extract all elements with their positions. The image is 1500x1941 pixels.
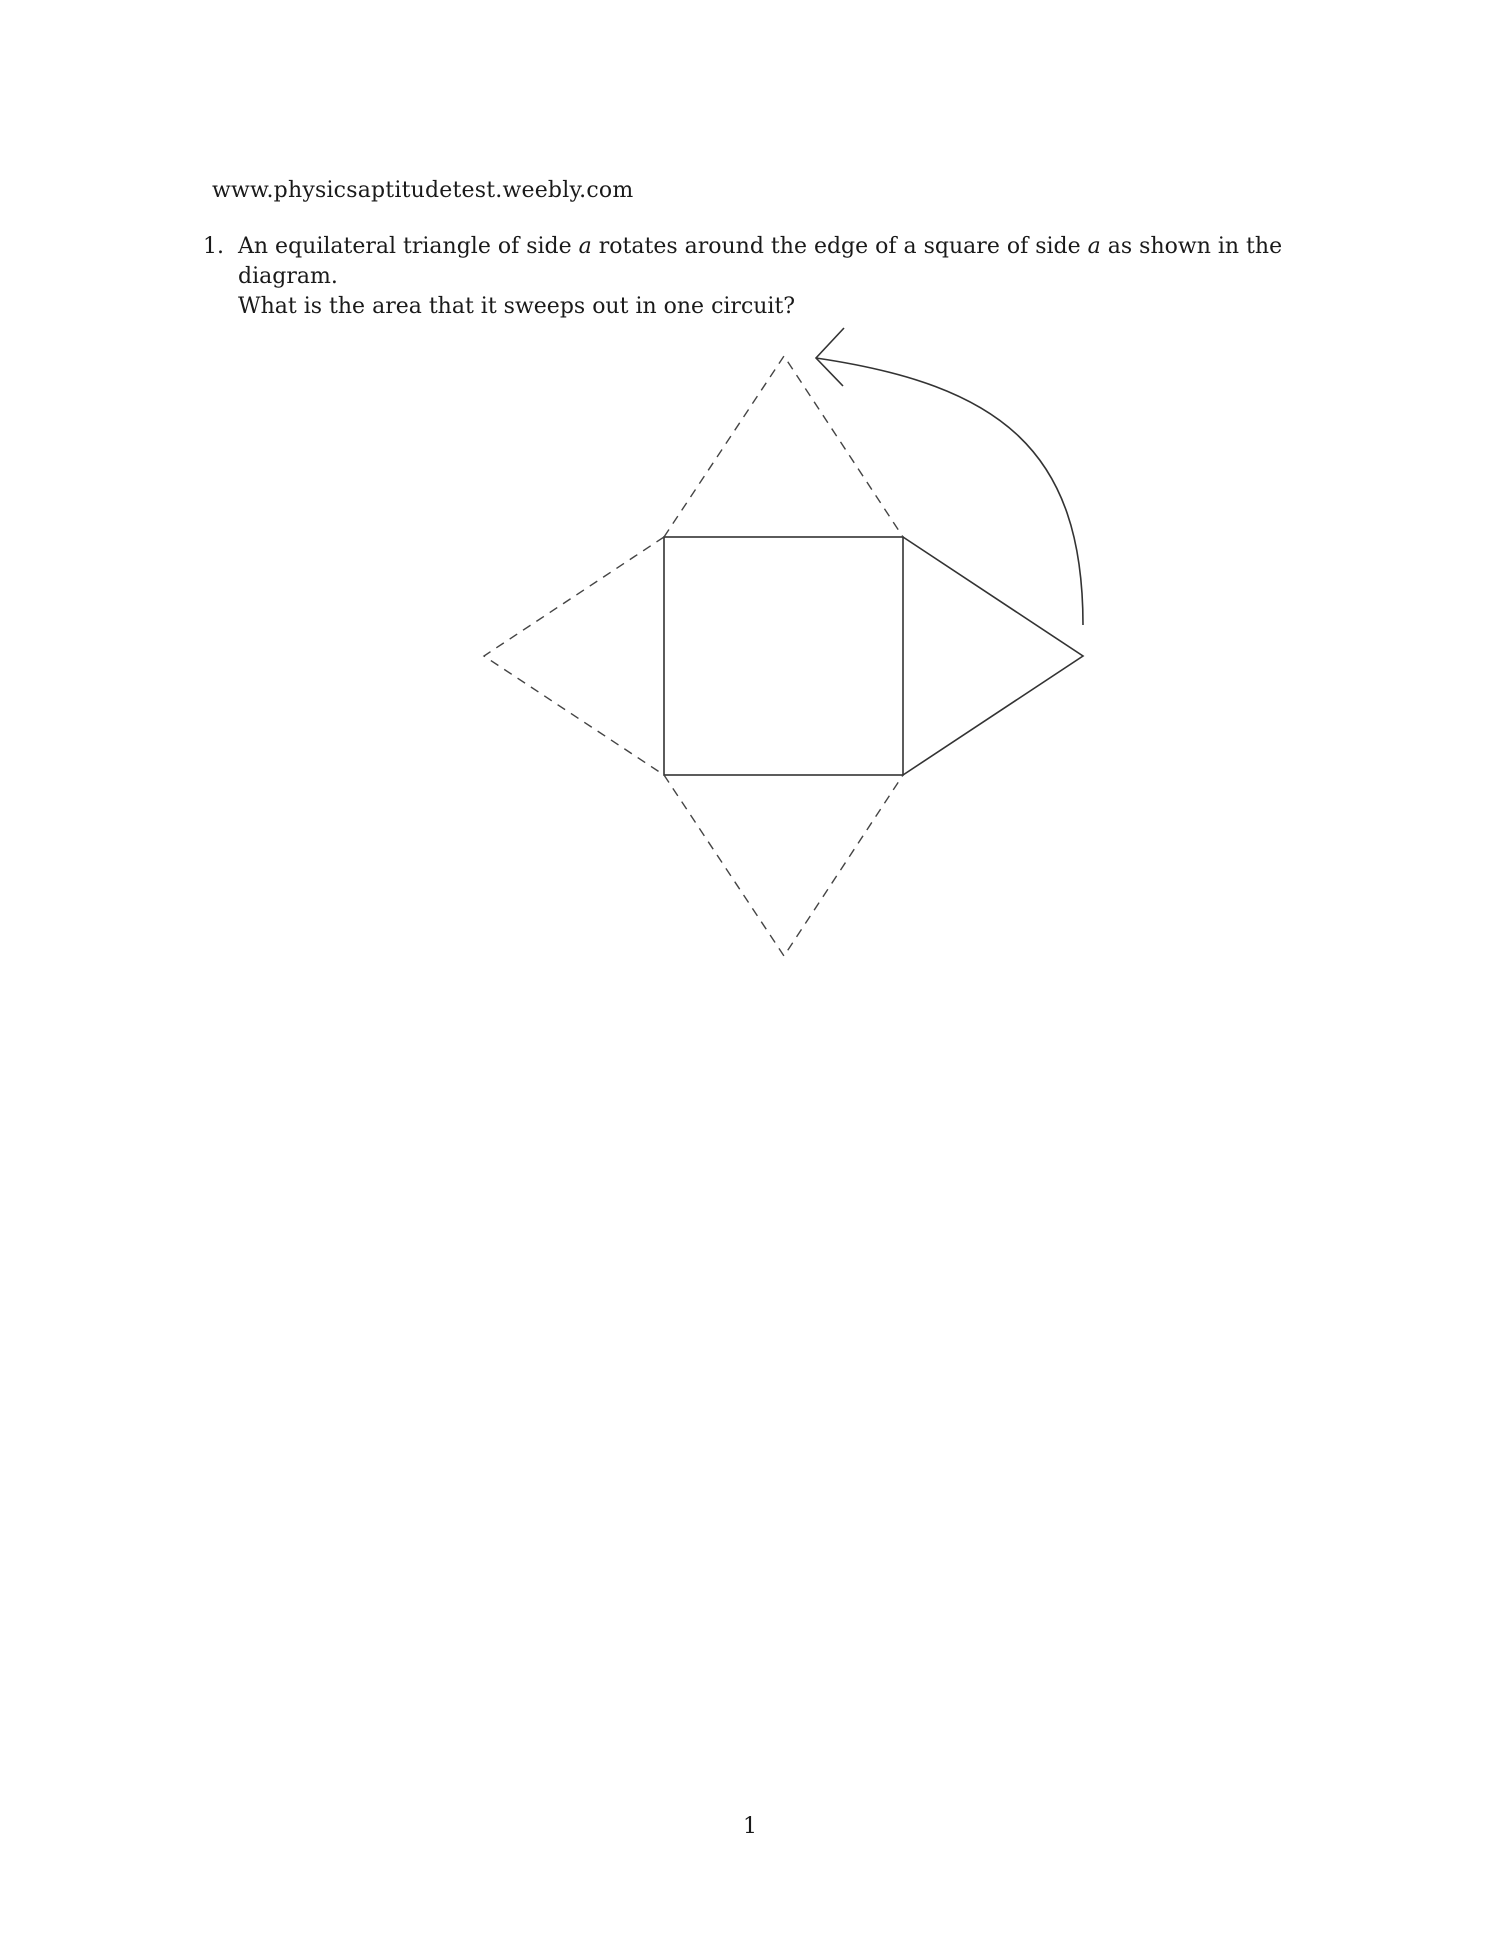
- triangle-solid-right: [903, 537, 1083, 775]
- rotation-arc: [816, 358, 1083, 625]
- question-text-line2: What is the area that it sweeps out in one circuit?: [238, 294, 796, 319]
- question-text-part3: as shown in the diagram.: [238, 234, 1283, 289]
- triangle-dashed-left: [484, 537, 664, 775]
- variable-a-1: a: [578, 234, 592, 259]
- page-number: 1: [743, 1814, 757, 1839]
- variable-a-2: a: [1087, 234, 1101, 259]
- question-text-part2: rotates around the edge of a square of side: [591, 234, 1088, 259]
- header-url: www.physicsaptitudetest.weebly.com: [212, 178, 634, 203]
- question-number: 1.: [203, 234, 224, 259]
- triangle-dashed-top: [664, 356, 903, 537]
- square: [664, 537, 903, 775]
- triangle-dashed-bottom: [664, 775, 903, 956]
- arrowhead-icon: [816, 328, 844, 386]
- question-text-part1: An equilateral triangle of side: [238, 234, 579, 259]
